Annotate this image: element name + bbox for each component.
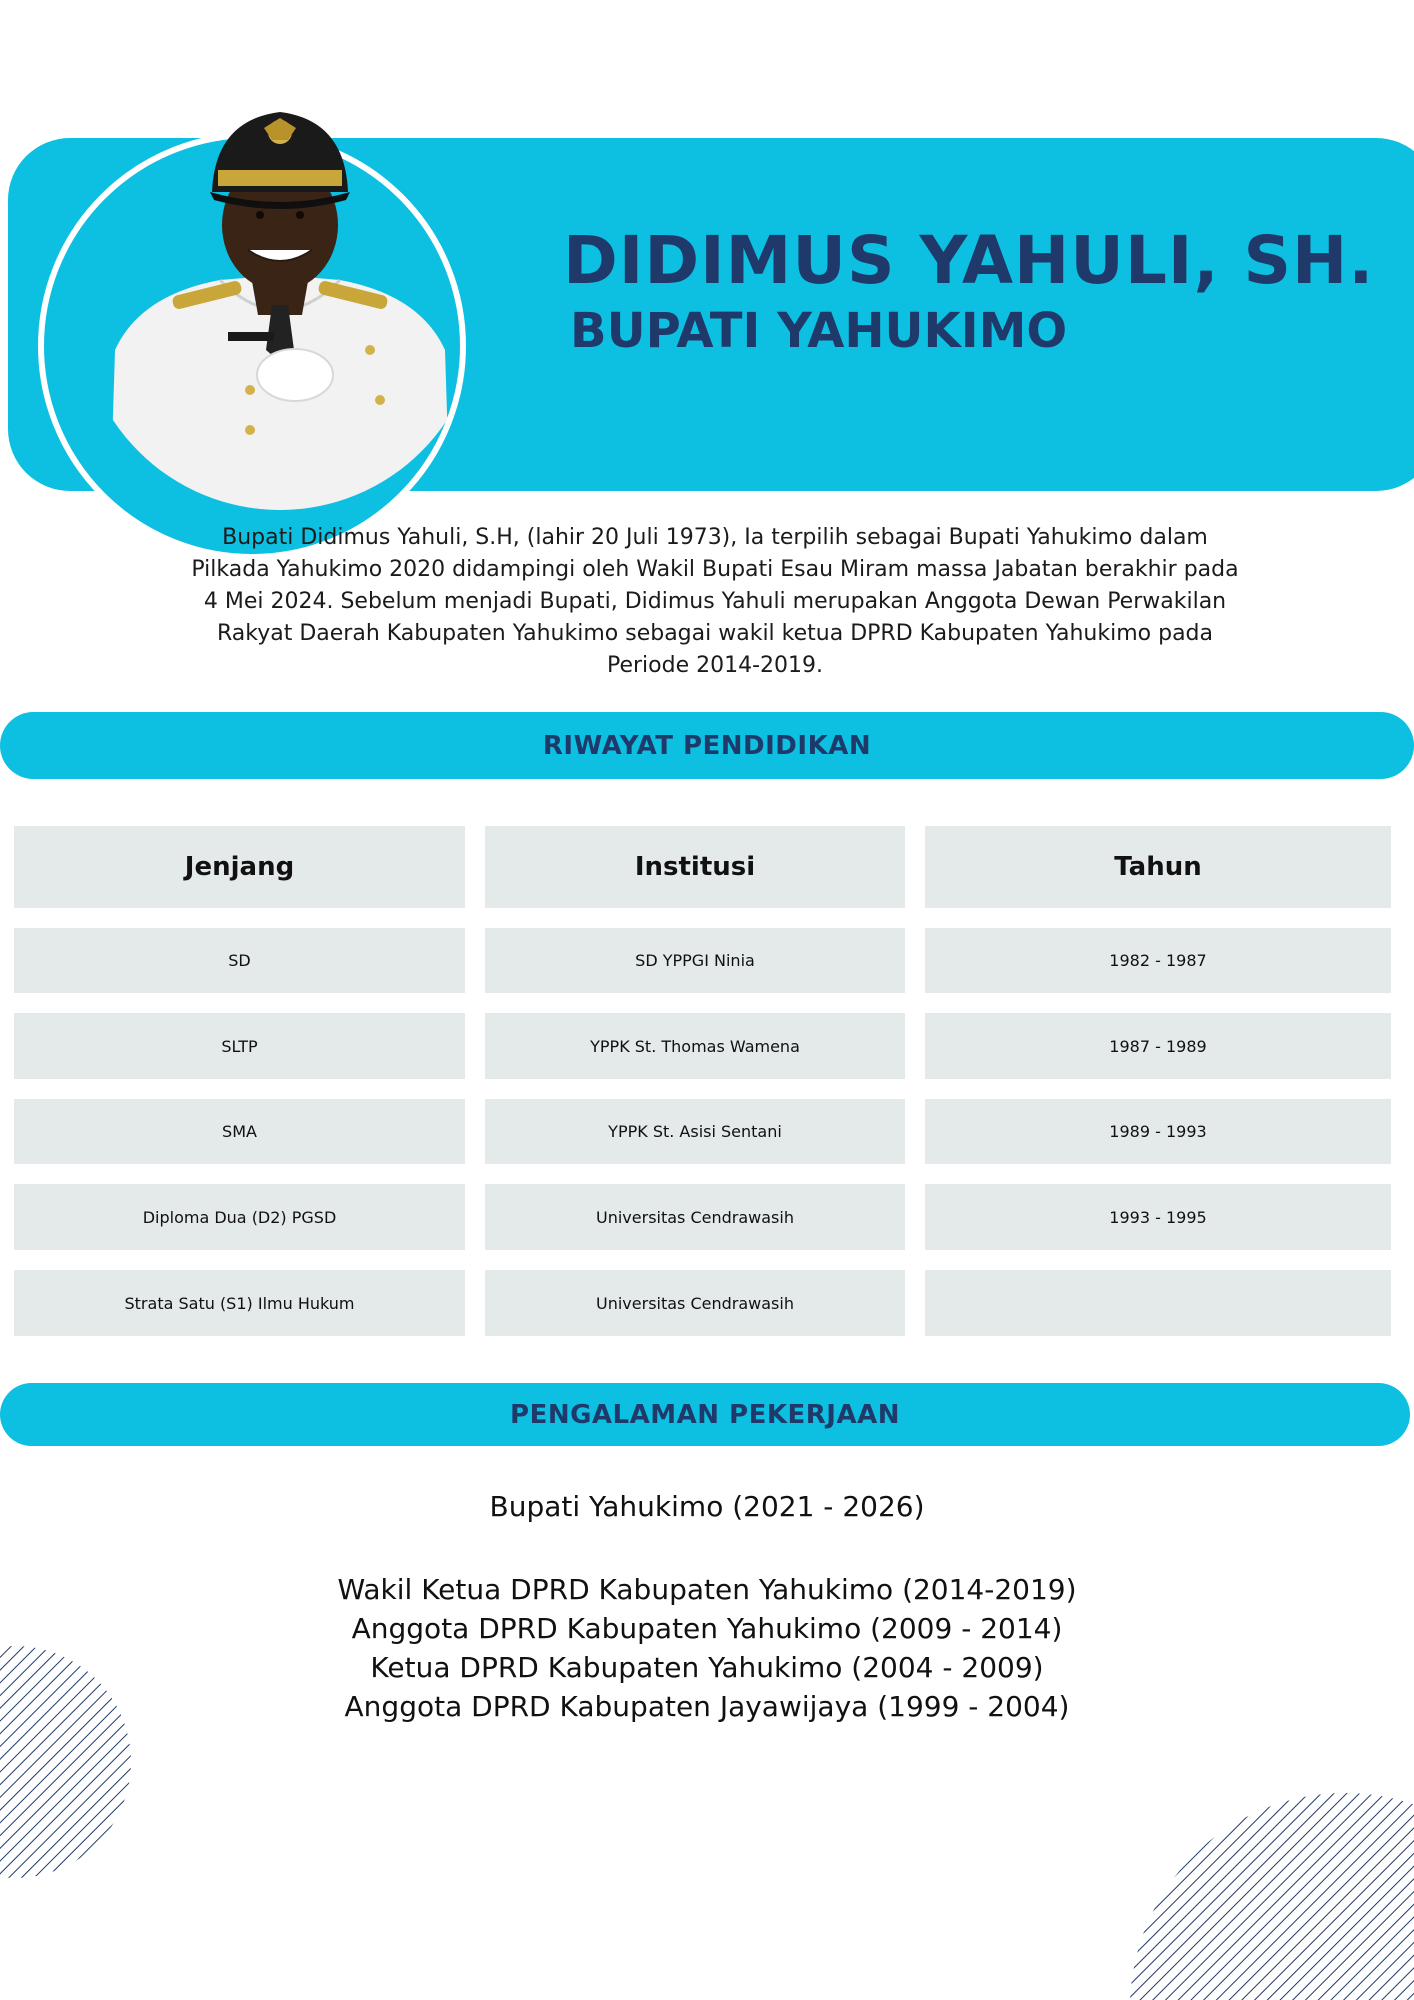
work-item-current: Bupati Yahukimo (2021 - 2026)	[489, 1490, 925, 1523]
table-cell-institusi: Universitas Cendrawasih	[485, 1270, 905, 1336]
official-portrait-illustration	[80, 100, 480, 510]
table-header-jenjang: Jenjang	[14, 826, 465, 908]
table-cell-tahun: 1987 - 1989	[925, 1013, 1391, 1079]
portrait-photo	[80, 100, 480, 510]
table-cell-jenjang: Diploma Dua (D2) PGSD	[14, 1184, 465, 1250]
table-cell-tahun: 1989 - 1993	[925, 1099, 1391, 1164]
work-item: Ketua DPRD Kabupaten Yahukimo (2004 - 2009)	[370, 1651, 1044, 1684]
table-cell-institusi: Universitas Cendrawasih	[485, 1184, 905, 1250]
table-cell-institusi: SD YPPGI Ninia	[485, 928, 905, 993]
table-cell-jenjang: SLTP	[14, 1013, 465, 1079]
table-cell-jenjang: SD	[14, 928, 465, 993]
work-item: Anggota DPRD Kabupaten Jayawijaya (1999 - 2004)	[344, 1690, 1070, 1723]
person-name: DIDIMUS YAHULI, SH.	[563, 222, 1375, 299]
education-section-title: RIWAYAT PENDIDIKAN	[542, 730, 872, 761]
table-cell-institusi: YPPK St. Asisi Sentani	[485, 1099, 905, 1164]
work-section-title: PENGALAMAN PEKERJAAN	[510, 1399, 900, 1430]
current-position-list	[0, 1490, 1414, 1523]
education-section-header	[0, 712, 1414, 779]
person-position: BUPATI YAHUKIMO	[570, 303, 1068, 359]
work-section-header	[0, 1383, 1410, 1446]
table-cell-jenjang: SMA	[14, 1099, 465, 1164]
past-positions-list	[0, 1570, 1414, 1726]
table-cell-tahun: 1993 - 1995	[925, 1184, 1391, 1250]
table-header-tahun: Tahun	[925, 826, 1391, 908]
table-cell-institusi: YPPK St. Thomas Wamena	[485, 1013, 905, 1079]
table-cell-tahun: 1982 - 1987	[925, 928, 1391, 993]
table-cell-tahun	[925, 1270, 1391, 1336]
table-cell-jenjang: Strata Satu (S1) Ilmu Hukum	[14, 1270, 465, 1336]
work-item: Wakil Ketua DPRD Kabupaten Yahukimo (2014-2019)	[337, 1573, 1077, 1606]
work-item: Anggota DPRD Kabupaten Yahukimo (2009 - 2014)	[351, 1612, 1063, 1645]
hatched-circle-decoration-left	[0, 1644, 132, 1880]
hatched-circle-decoration-right	[1130, 1793, 1414, 2000]
table-header-institusi: Institusi	[485, 826, 905, 908]
biography-paragraph: Bupati Didimus Yahuli, S.H, (lahir 20 Juli 1973), Ia terpilih sebagai Bupati Yahukimo dalam Pilkada Yahukimo 2020 didampingi oleh Wakil Bupati Esau Miram massa Jabatan berakhir pada 4 Mei 2024. Sebelum menjadi Bupati, Didimus Yahuli merupakan Anggota Dewan Perwakilan Rakyat Daerah Kabupaten Yahukimo sebagai wakil ketua DPRD Kabupaten Yahukimo pada Periode 2014-2019.	[191, 525, 1239, 678]
